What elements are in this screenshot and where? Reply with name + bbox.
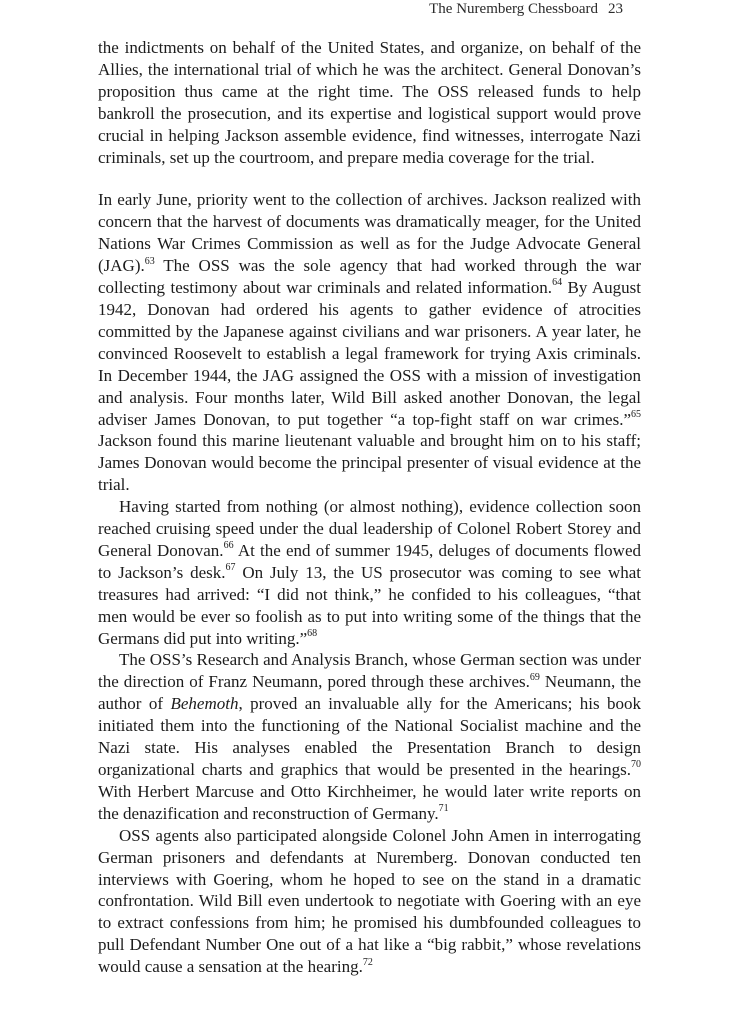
text-run: In early June, priority went to the collection of archives. Jackson realized with concern that the harvest of documents was dramatically meager, for the United Nations War Crimes Commission as well as for the Judge Advocate General (JAG). <box>98 190 641 276</box>
paragraph-research-analysis <box>98 649 641 824</box>
footnote-ref: 64 <box>552 277 563 289</box>
text-run: By August 1942, Donovan had ordered his agents to gather evidence of atrocities committed by the Japanese against civilians and war prisoners. A year later, he convinced Roosevelt to establish a legal framework for trying Axis criminals. In December 1944, the JAG assigned the OSS with a mission of investigation and analysis. Four months later, Wild Bill asked another Donovan, the legal adviser James Donovan, to put together “a top-fight staff on war crimes.” <box>98 278 641 429</box>
footnote-ref: 66 <box>223 540 234 552</box>
paragraph-archives <box>98 189 641 496</box>
text-run: The OSS’s Research and Analysis Branch, whose German section was under the direction of Franz Neumann, pored through these archives. <box>98 650 641 692</box>
text-run: the indictments on behalf of the United States, and organize, on behalf of the Allies, the international trial of which he was the architect. General Donovan’s proposition thus came at the right time. The OSS released funds to help bankroll the prosecution, and its expertise and logistical support would prove crucial in helping Jackson assemble evidence, find witnesses, interrogate Nazi criminals, set up the courtroom, and prepare media coverage for the trial. <box>98 38 641 167</box>
footnote-ref: 65 <box>631 408 641 420</box>
footnote-ref: 69 <box>529 671 540 683</box>
text-run: Jackson found this marine lieutenant valuable and brought him on to his staff; James Donovan would become the principal presenter of visual evidence at the trial. <box>98 431 641 495</box>
paragraph-evidence-collection <box>98 496 641 649</box>
italic-title: Behemoth <box>170 694 239 714</box>
text-run: On July 13, the US prosecutor was coming to see what treasures had arrived: “I did not think,” he confided to his colleagues, “that men would be ever so foolish as to put into writing some of the things that the Germans did put into writing.” <box>98 562 641 648</box>
footnote-ref: 67 <box>225 562 236 574</box>
running-head-title: The Nuremberg Chessboard <box>429 1 598 17</box>
text-run: Neumann, the author of <box>98 672 641 714</box>
text-run: At the end of summer 1945, deluges of documents flowed to Jackson’s desk. <box>98 540 641 582</box>
text-run: OSS agents also participated alongside Colonel John Amen in interrogating German prisoners and defendants at Nuremberg. Donovan conducted ten interviews with Goering, whom he hoped to see on the stand in a dramatic confrontation. Wild Bill even undertook to negotiate with Goering with an eye to extract confessions from him; he promised his dumbfounded colleagues to pull Defendant Number One out of a hat like a “big rabbit,” whose revelations would cause a sensation at the hearing. <box>98 825 641 977</box>
footnote-ref: 63 <box>144 255 155 267</box>
footnote-ref: 71 <box>438 803 449 815</box>
text-run: With Herbert Marcuse and Otto Kirchheimer, he would later write reports on the denazification and reconstruction of Germany. <box>98 781 641 823</box>
paragraph-continuation <box>98 37 641 168</box>
text-run: The OSS was the sole agency that had worked through the war collecting testimony about war criminals and related information. <box>98 256 641 298</box>
footnote-ref: 72 <box>362 956 373 968</box>
running-head <box>429 0 623 18</box>
text-run: , proved an invaluable ally for the Americans; his book initiated them into the functioning of the National Socialist machine and the Nazi state. His analyses enabled the Presentation Branch to design organizational charts and graphics that would be presented in the hearings. <box>98 694 642 779</box>
footnote-ref: 70 <box>631 759 641 771</box>
text-run: Having started from nothing (or almost nothing), evidence collection soon reached cruising speed under the dual leadership of Colonel Robert Storey and General Donovan. <box>98 497 641 560</box>
footnote-ref: 68 <box>307 627 318 639</box>
paragraph-interrogations <box>98 825 641 978</box>
page-number: 23 <box>608 1 623 17</box>
body-text <box>98 37 641 978</box>
